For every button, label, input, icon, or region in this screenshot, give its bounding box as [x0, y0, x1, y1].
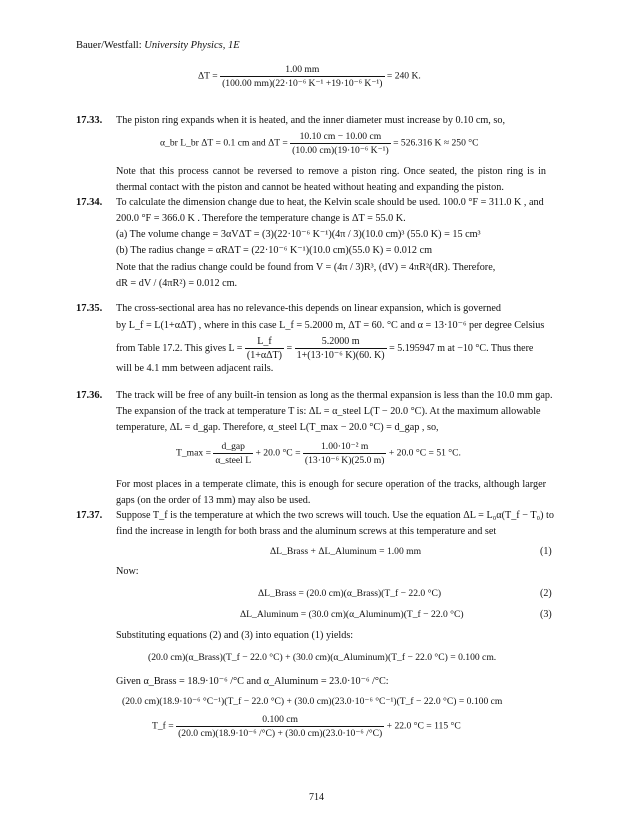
- p34-line3: (a) The volume change = 3αVΔT = (3)(22·10⁻⁶ K⁻¹)(4π / 3)(10.0 cm)³ (55.0 K) = 15 cm³: [116, 229, 481, 240]
- p37-eq5: (20.0 cm)(18.9·10⁻⁶ °C⁻¹)(T_f − 22.0 °C) + (30.0 cm)(23.0·10⁻⁶ °C⁻¹)(T_f − 22.0 °C) = 0.100 cm: [122, 696, 503, 707]
- p37-eq4: (20.0 cm)(α_Brass)(T_f − 22.0 °C) + (30.0 cm)(α_Aluminum)(T_f − 22.0 °C) = 0.100 cm.: [148, 652, 497, 663]
- eq-number-1: (1): [540, 546, 552, 557]
- equation-top: ΔT = $\frac{1.00 mm}{\text{(100.00 mm)(22·10⁻⁶ K⁻¹ +19·10⁻⁶ K⁻¹)}}$ = 240 K.: [198, 64, 421, 89]
- p37-line2: find the increase in length for both brass and the aluminum screws at this temperature and set: [116, 526, 497, 537]
- p34-line6: dR = dV / (4πR²) = 0.012 cm.: [116, 278, 238, 289]
- p34-line4: (b) The radius change = αRΔT = (22·10⁻⁶ K⁻¹)(10.0 cm)(55.0 K) = 0.012 cm: [116, 245, 433, 256]
- p37-eq2: ΔL_Brass = (20.0 cm)(α_Brass)(T_f − 22.0 °C): [258, 588, 442, 599]
- p35-line2: by L_f = L(1+αΔT) , where in this case L_f = 5.2000 m, ΔT = 60. °C and α = 13·10⁻⁶ per degree Celsius: [116, 320, 545, 331]
- p37-eq1: ΔL_Brass + ΔL_Aluminum = 1.00 mm: [270, 546, 422, 557]
- p37-eq3: ΔL_Aluminum = (30.0 cm)(α_Aluminum)(T_f − 22.0 °C): [240, 609, 464, 620]
- running-header: Bauer/Westfall: University Physics, 1E: [76, 40, 240, 51]
- p36-line2: The expansion of the track at temperature T is: ΔL = α_steel L(T − 20.0 °C). At the maximum allowable: [116, 406, 541, 417]
- problem-number-17-37: 17.37.: [76, 510, 103, 521]
- p35-equation: from Table 17.2. This gives L = $\frac{L\_f}{\text{(1+αΔT)}}$ = $\frac{5.2000 m}{\text{1+(13·10⁻⁶ K)(60. K)}}$ = 5.195947 m at −10 °C. Thus there: [116, 336, 534, 361]
- p37-substituting: Substituting equations (2) and (3) into equation (1) yields:: [116, 630, 354, 641]
- eq-number-3: (3): [540, 609, 552, 620]
- p37-given: Given α_Brass = 18.9·10⁻⁶ /°C and α_Aluminum = 23.0·10⁻⁶ /°C:: [116, 676, 389, 687]
- p37-line1: Suppose T_f is the temperature at which the two screws will touch. Use the equation ΔL = L₀α(T_f − T₀) to: [116, 510, 554, 521]
- p34-line5: Note that the radius change could be found from V = (4π / 3)R³, (dV) = 4πR²(dR). Therefore,: [116, 262, 496, 273]
- p37-eq6: T_f = $\frac{0.100 cm}{\text{(20.0 cm)(18.9·10⁻⁶ /°C) + (30.0 cm)(23.0·10⁻⁶ /°C)}}$ + 22.0 °C = 115 °C: [152, 714, 461, 739]
- eq-number-2: (2): [540, 588, 552, 599]
- p36-equation: T_max = $\frac{\text{d\_gap}}{\text{α\_steel L}}$ + 20.0 °C = $\frac{\text{1.00·10⁻² m}}{\text{(13·10⁻⁶ K)(25.0 m)}}$ + 20.0 °C = 51 °C.: [176, 441, 461, 466]
- problem-number-17-33: 17.33.: [76, 115, 103, 126]
- p36-conclusion: For most places in a temperate climate, this is enough for secure operation of the tracks, although larger gaps (on the order of 13 mm) may also be used.: [116, 479, 546, 506]
- problem-number-17-36: 17.36.: [76, 390, 103, 401]
- fraction: $\frac{1.00 mm}{\text{(100.00 mm)(22·10⁻⁶ K⁻¹ +19·10⁻⁶ K⁻¹)}}$: [222, 64, 383, 89]
- book-title: University Physics, 1E: [144, 40, 240, 51]
- p34-line1: To calculate the dimension change due to heat, the Kelvin scale should be used. 100.0 °F = 311.0 K , and: [116, 197, 544, 208]
- p33-note: Note that this process cannot be reversed to remove a piston ring. Once seated, the piston ring is in thermal contact with the piston and cannot be heated without heating and expanding the piston.: [116, 166, 546, 193]
- problem-number-17-34: 17.34.: [76, 197, 103, 208]
- p35-line1: The cross-sectional area has no relevance-this depends on linear expansion, which is governed: [116, 303, 502, 314]
- p33-line1: The piston ring expands when it is heated, and the inner diameter must increase by 0.10 cm, so,: [116, 115, 506, 126]
- p37-now: Now:: [116, 566, 139, 577]
- p36-line3: temperature, ΔL = d_gap. Therefore, α_steel L(T_max − 20.0 °C) = d_gap , so,: [116, 422, 439, 433]
- p35-line4: will be 4.1 mm between adjacent rails.: [116, 363, 274, 374]
- problem-number-17-35: 17.35.: [76, 303, 103, 314]
- page-number: 714: [309, 792, 324, 803]
- p33-equation: α_br L_br ΔT = 0.1 cm and ΔT = $\frac{10.10 cm - 10.00 cm}{\text{(10.00 cm)(19·10⁻⁶ K⁻¹)}}$ = 526.316 K ≈ 250 °C: [160, 131, 479, 156]
- p34-line2: 200.0 °F = 366.0 K . Therefore the temperature change is ΔT = 55.0 K.: [116, 213, 406, 224]
- p36-line1: The track will be free of any built-in tension as long as the thermal expansion is less than the 10.0 mm gap.: [116, 390, 553, 401]
